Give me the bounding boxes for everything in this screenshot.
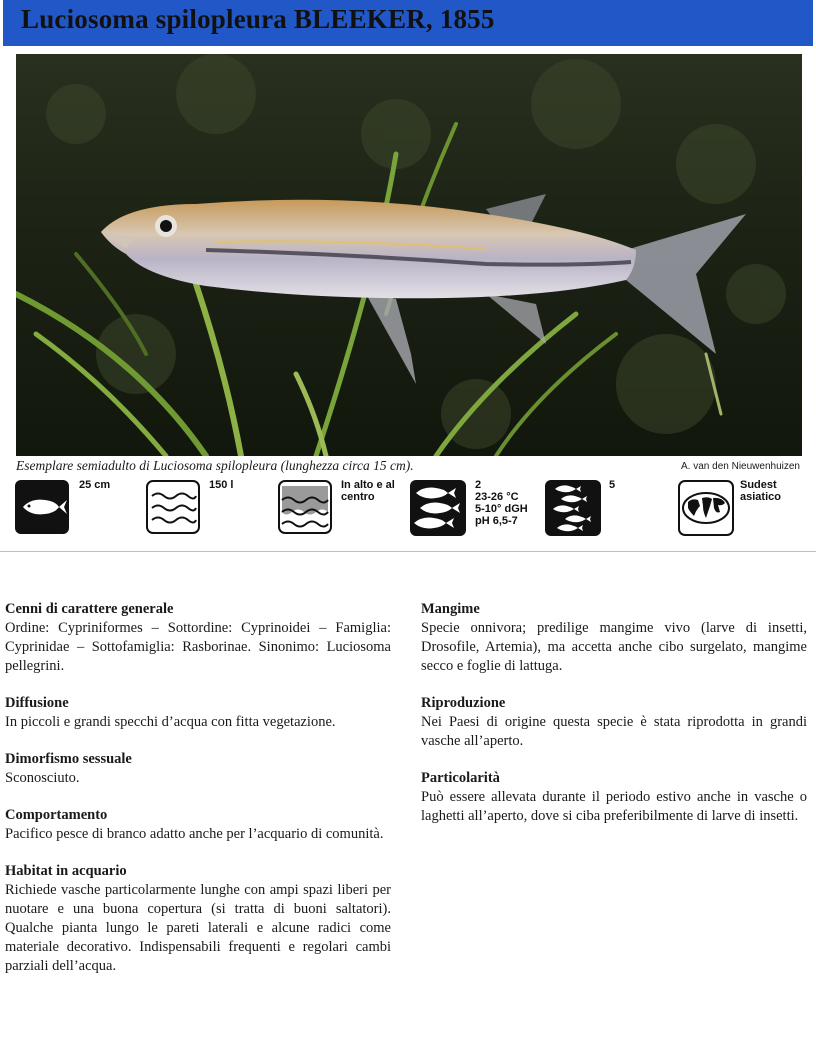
photo-caption: Esemplare semiadulto di Luciosoma spilopleura (lunghezza circa 15 cm). bbox=[16, 458, 414, 473]
swimming-zone-icon bbox=[278, 480, 332, 534]
section-heading: Cenni di carattere generale bbox=[5, 601, 174, 617]
section-heading: Comportamento bbox=[5, 807, 108, 823]
world-map-icon bbox=[678, 480, 732, 534]
photo-credit: A. van den Nieuwenhuizen bbox=[681, 461, 800, 472]
section-text: Specie onnivora; predilige mangime vivo (larve di insetti, Drosofile, Artemia), ma accetta anche cibo surgelato, mangime secco e foglie di lattuga. bbox=[421, 620, 807, 674]
tank-volume-icon bbox=[146, 480, 200, 534]
section-text: In piccoli e grandi specchi d’acqua con fitta vegetazione. bbox=[5, 714, 336, 730]
water-label: 2 23-26 °C 5-10° dGH pH 6,5-7 bbox=[475, 479, 528, 527]
section-text: Sconosciuto. bbox=[5, 770, 80, 786]
left-column bbox=[5, 600, 391, 994]
group-label: 5 bbox=[609, 479, 616, 491]
section-text: Può essere allevata durante il periodo estivo anche in vasche o laghetti all’aperto, dove si ciba preferibilmente di larve di insetti. bbox=[421, 789, 807, 824]
zone-label: In alto e al centro bbox=[341, 479, 395, 503]
title-bar bbox=[3, 0, 813, 46]
section-heading: Dimorfismo sessuale bbox=[5, 751, 132, 767]
section-text: Nei Paesi di origine questa specie è stata riprodotta in grandi vasche all’aperto. bbox=[421, 714, 807, 749]
section-heading: Habitat in acquario bbox=[5, 863, 127, 879]
section-text: Ordine: Cypriniformes – Sottordine: Cyprinoidei – Famiglia: Cyprinidae – Sottofamiglia: Rasborinae. Sinonimo: Luciosoma pellegrini. bbox=[5, 620, 391, 674]
page-title: Luciosoma spilopleura BLEEKER, 1855 bbox=[21, 4, 495, 34]
section-heading: Particolarità bbox=[421, 770, 500, 786]
section-text: Richiede vasche particolarmente lunghe con ampi spazi liberi per nuotare e una buona copertura (si tratta di buoni saltatori). Qualche pianta lungo le pareti laterali e alcune radici come materiale decorativo. Indispensabili frequenti e regolari cambi parziali dell’acqua. bbox=[5, 882, 391, 974]
volume-label: 150 l bbox=[209, 479, 234, 491]
section-heading: Mangime bbox=[421, 601, 480, 617]
fish-photo bbox=[16, 54, 802, 456]
section-text: Pacifico pesce di branco adatto anche per l’acquario di comunità. bbox=[5, 826, 384, 842]
school-fish-icon bbox=[545, 480, 599, 534]
water-parameters-icon bbox=[410, 480, 464, 534]
divider bbox=[0, 551, 816, 552]
right-column bbox=[421, 600, 807, 844]
size-label: 25 cm bbox=[79, 479, 111, 491]
section-heading: Riproduzione bbox=[421, 695, 506, 711]
section-heading: Diffusione bbox=[5, 695, 69, 711]
fish-size-icon bbox=[15, 480, 69, 534]
origin-label: Sudest asiatico bbox=[740, 479, 781, 503]
